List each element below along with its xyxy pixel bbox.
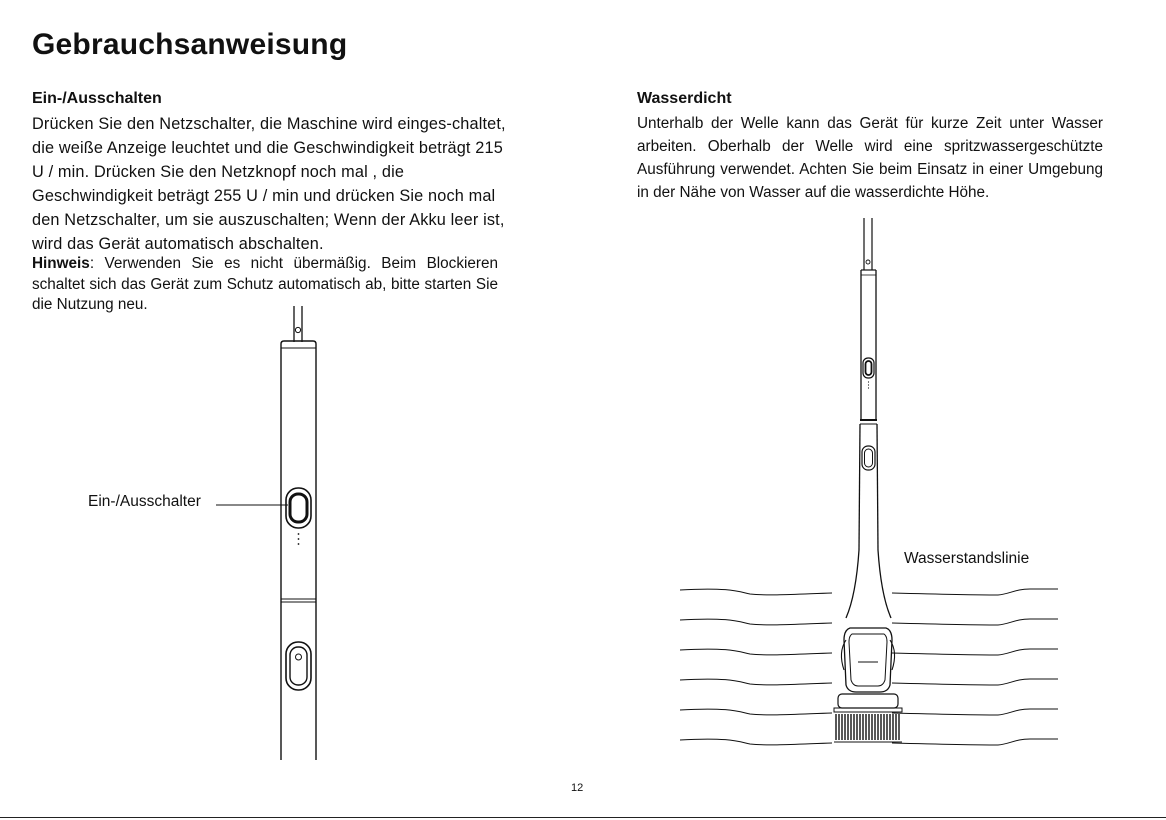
page-title: Gebrauchsanweisung bbox=[32, 28, 348, 61]
device-in-water-illustration bbox=[660, 210, 1070, 770]
callout-line bbox=[216, 502, 288, 508]
power-instructions: Drücken Sie den Netzschalter, die Maschine wird einges-chaltet, die weiße Anzeige leuchtet und die Geschwindigkeit beträgt 215 U / min. Drücken Sie den Netzknopf noch mal , die Geschwindigkeit beträgt 255 U / min und drücken Sie noch mal den Netzschalter, um sie auszuschalten; Wenn der Akku leer ist, wird das Gerät automatisch abschalten. bbox=[32, 115, 506, 253]
note-paragraph bbox=[32, 254, 498, 316]
page-number: 12 bbox=[571, 782, 584, 794]
bottom-divider bbox=[0, 817, 1166, 818]
section-heading-power: Ein-/Ausschalten bbox=[32, 90, 162, 107]
power-button-icon bbox=[286, 488, 311, 528]
water-level-label: Wasserstandslinie bbox=[904, 550, 1030, 567]
device-handle-illustration bbox=[270, 300, 330, 760]
power-switch-callout: Ein-/Ausschalter bbox=[88, 493, 201, 510]
note-label: Hinweis bbox=[32, 255, 90, 272]
note-text: : Verwenden Sie es nicht übermäßig. Beim Blockieren schaltet sich das Gerät zum Schutz automatisch ab, bitte starten Sie die Nutzung neu. bbox=[32, 255, 498, 313]
waterproof-instructions: Unterhalb der Welle kann das Gerät für kurze Zeit unter Wasser arbeiten. Oberhalb der Welle wird eine spritzwassergeschützte Ausführung verwendet. Achten Sie beim Einsatz in einer Umgebung in der Nähe von Wasser auf die wasserdichte Höhe. bbox=[637, 115, 1103, 201]
indicator-button-icon bbox=[286, 642, 311, 690]
section-heading-waterproof: Wasserdicht bbox=[637, 90, 732, 107]
